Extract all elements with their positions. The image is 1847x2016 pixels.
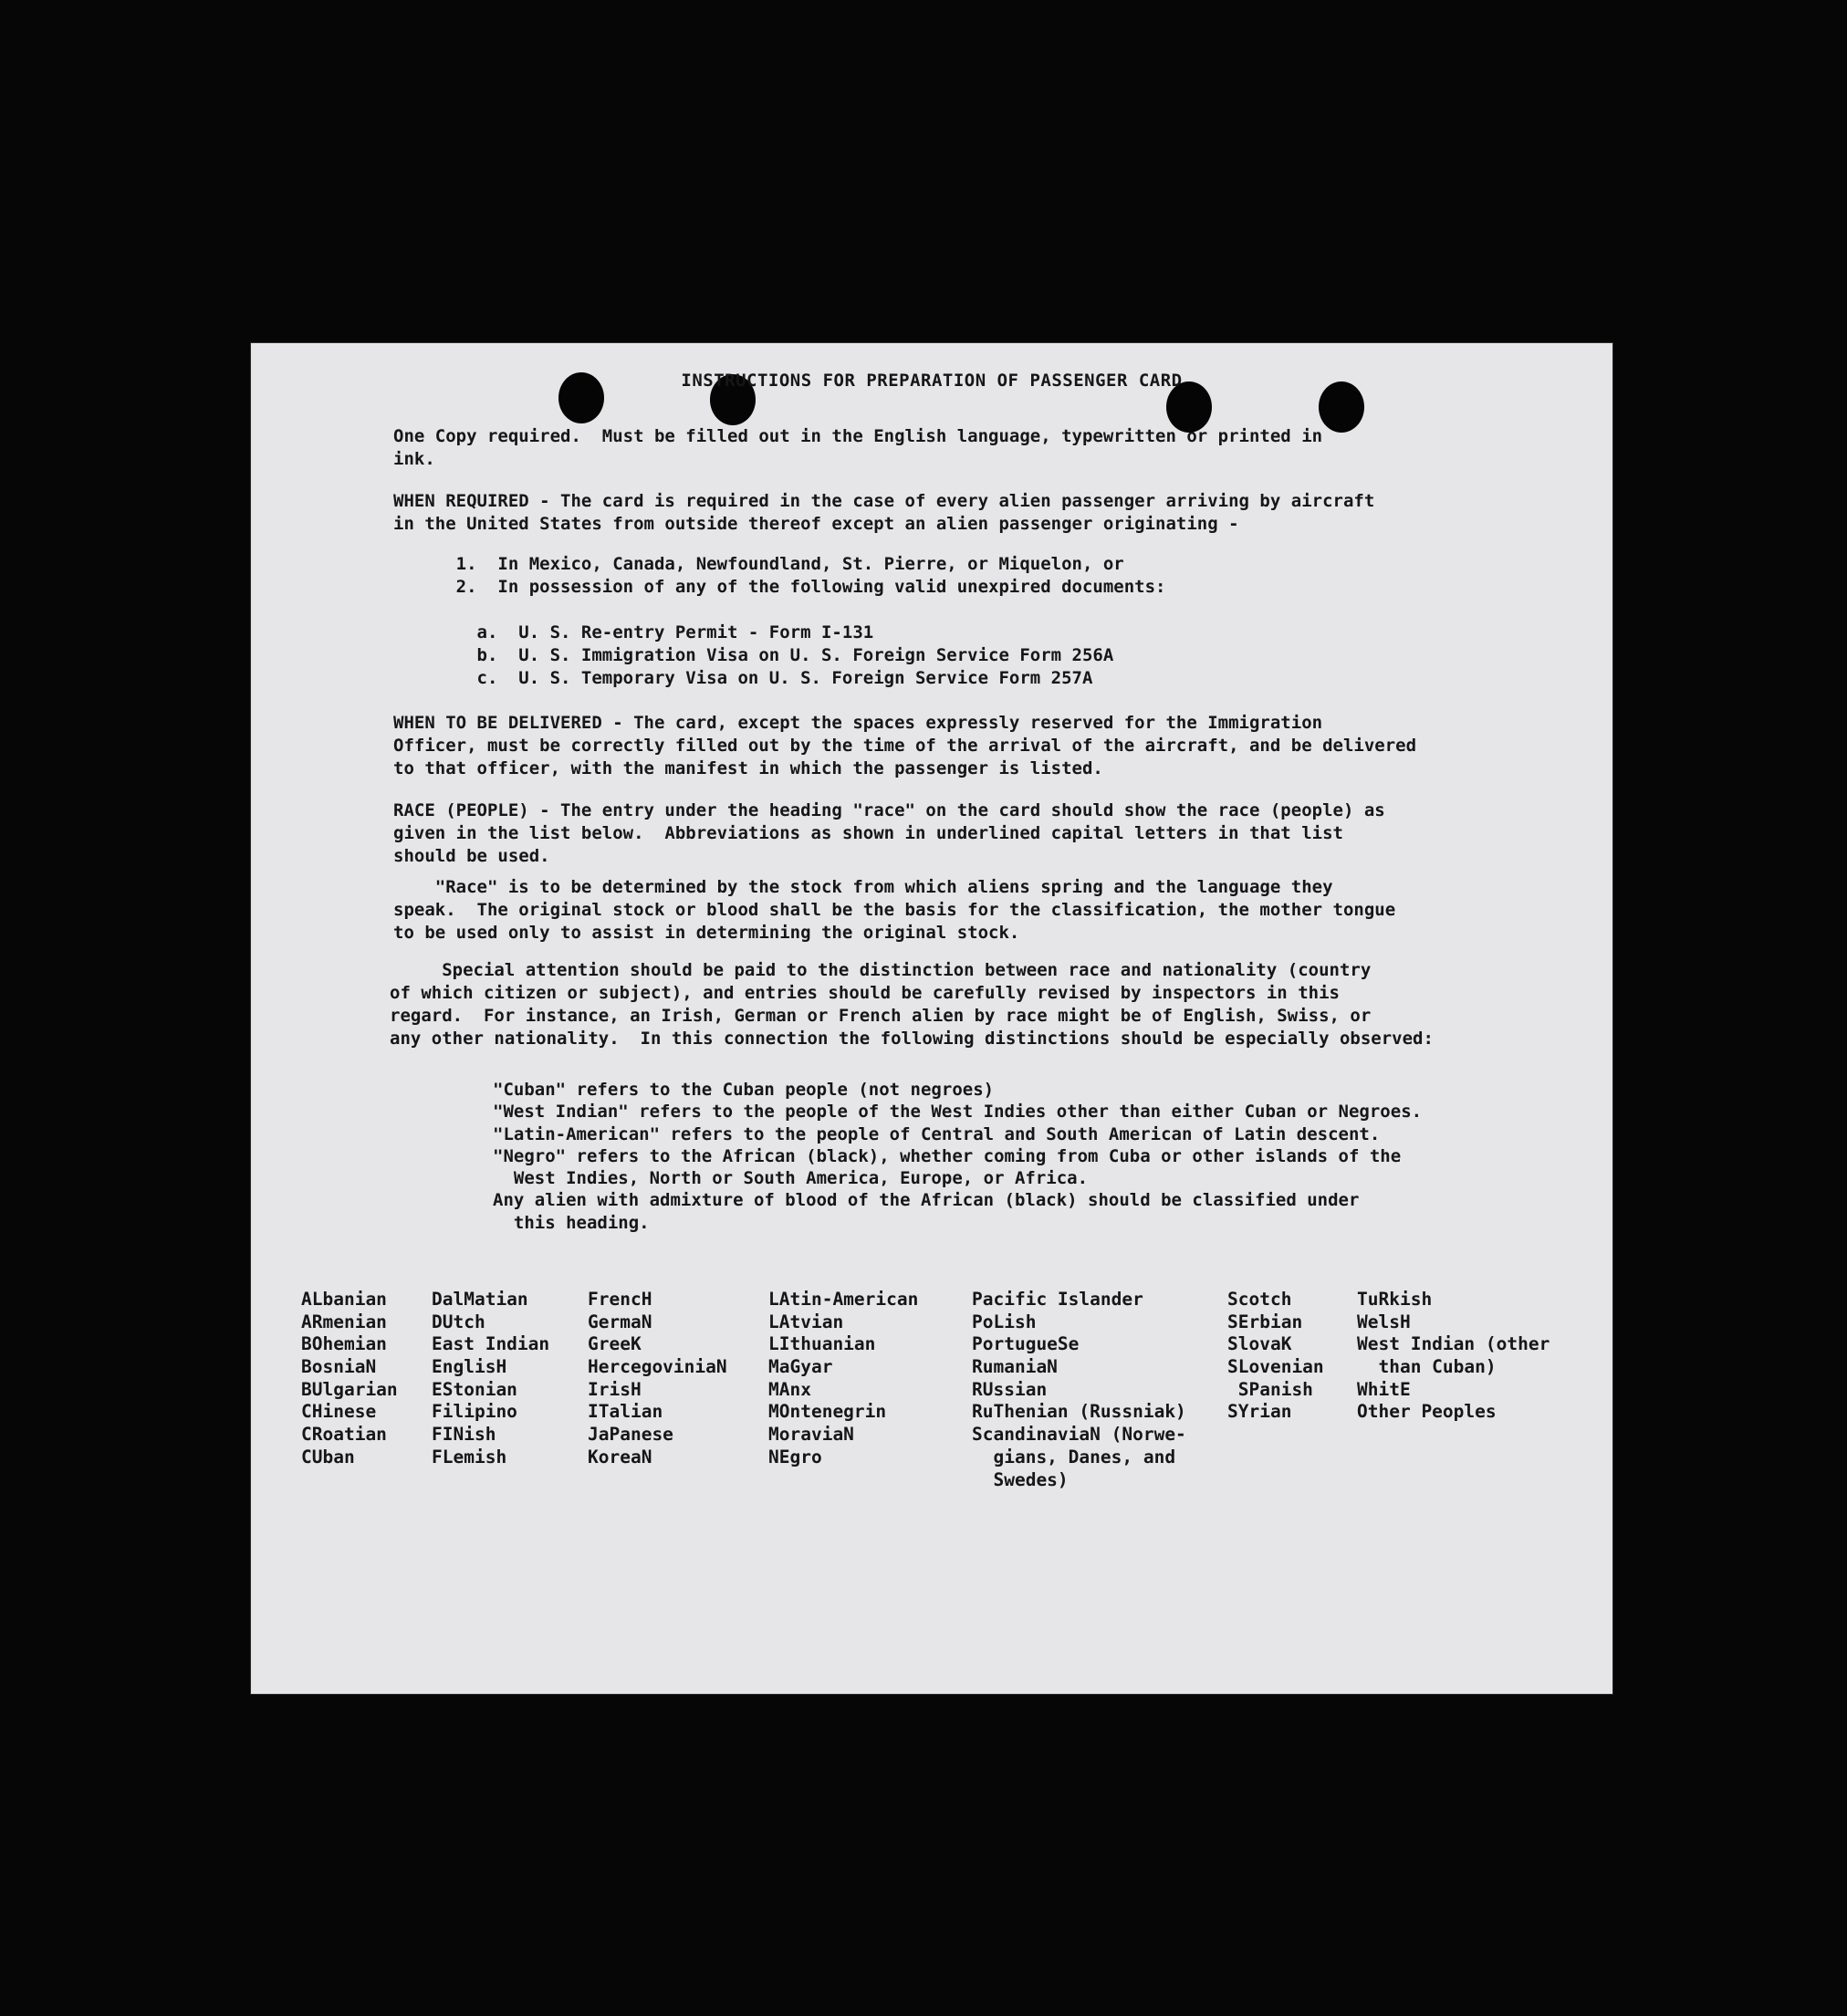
race-entry: BOhemian (301, 1333, 387, 1355)
race-entry: Swedes) (972, 1468, 1069, 1490)
race-entry: RumaniaN (972, 1356, 1058, 1378)
when-required-paragraph: WHEN REQUIRED - The card is required in the case of every alien passenger arriving by aircraft in the United States from outside thereof except an alien passenger originating - (393, 491, 1375, 534)
race-entry: IrisH (588, 1378, 642, 1400)
documents-list: a. U. S. Re-entry Permit - Form I-131 b. U. S. Immigration Visa on U. S. Foreign Service Form 256A c. U. S. Temporary Visa on U. S. Foreign Service Form 257A (476, 622, 1114, 688)
race-entry: JaPanese (588, 1424, 673, 1446)
exceptions-list: 1. In Mexico, Canada, Newfoundland, St. Pierre, or Miquelon, or 2. In possession of any of the following valid unexpired documents: (455, 554, 1166, 597)
race-stock-paragraph: "Race" is to be determined by the stock from which aliens spring and the language they speak. The original stock or blood shall be the basis for the classification, the mother tongue to be used only to assist in determining the original stock. (393, 877, 1396, 943)
race-entry: BosniaN (301, 1356, 377, 1378)
race-entry: West Indian (other (1357, 1333, 1550, 1355)
race-entry: RuThenian (Russniak) (972, 1401, 1186, 1423)
race-entry: FrencH (588, 1289, 652, 1310)
race-entry: SlovaK (1227, 1333, 1292, 1355)
race-entry: MaGyar (768, 1356, 833, 1378)
race-entry: DUtch (432, 1311, 485, 1332)
race-entry: NEgro (768, 1446, 822, 1468)
race-column (588, 1289, 727, 1469)
race-entry: ScandinaviaN (Norwe- (972, 1424, 1186, 1446)
race-entry: MAnx (768, 1378, 811, 1400)
distinctions-list: "Cuban" refers to the Cuban people (not negroes) "West Indian" refers to the people of the West Indies other than either Cuban or Negroes. "Latin-American" refers to the people of Central and South American of Latin descent. "Negro" refers to the African (black), whether coming from Cuba or other islands of the West Indies, North or South America, Europe, or Africa. Any alien with admixture of blood of the African (black) should be classified under this heading. (493, 1080, 1423, 1233)
intro-paragraph: One Copy required. Must be filled out in the English language, typewritten or printed in ink. (393, 426, 1323, 469)
race-entry: ITalian (588, 1401, 663, 1423)
race-entry: CUban (301, 1446, 355, 1468)
race-column (1227, 1289, 1324, 1424)
race-entry: WhitE (1357, 1378, 1411, 1400)
race-entry: DalMatian (432, 1289, 528, 1310)
race-column (301, 1289, 398, 1469)
race-entry: LIthuanian (768, 1333, 876, 1355)
race-entry: LAtvian (768, 1311, 844, 1332)
race-entry: TuRkish (1357, 1289, 1433, 1310)
race-entry: SLovenian (1227, 1356, 1324, 1378)
race-entry: Filipino (432, 1401, 517, 1423)
document-title: INSTRUCTIONS FOR PREPARATION OF PASSENGER CARD (681, 371, 1183, 391)
when-delivered-paragraph: WHEN TO BE DELIVERED - The card, except the spaces expressly reserved for the Immigration Officer, must be correctly filled out by the time of the arrival of the aircraft, and be delivered to that officer, with the manifest in which the passenger is listed. (393, 713, 1417, 778)
race-entry: FLemish (432, 1446, 507, 1468)
race-people-paragraph: RACE (PEOPLE) - The entry under the heading "race" on the card should show the race (people) as given in the list below. Abbreviations as shown in underlined capital letters in that list should be used. (393, 800, 1385, 866)
instruction-sheet (251, 343, 1612, 1694)
race-entry: GreeK (588, 1333, 642, 1355)
race-entry: ALbanian (301, 1289, 387, 1310)
race-entry: Pacific Islander (972, 1289, 1143, 1310)
race-entry: Other Peoples (1357, 1401, 1497, 1423)
race-entry: RUssian (972, 1378, 1048, 1400)
race-entry: PortugueSe (972, 1333, 1080, 1355)
race-entry: MOntenegrin (768, 1401, 887, 1423)
race-entry: Scotch (1227, 1289, 1292, 1310)
race-entry: EStonian (432, 1378, 517, 1400)
race-entry: SPanish (1227, 1378, 1313, 1400)
race-column (768, 1289, 918, 1469)
race-entry: than Cuban) (1357, 1356, 1497, 1378)
race-column (1357, 1289, 1550, 1424)
race-entry: MoraviaN (768, 1424, 854, 1446)
race-entry: CHinese (301, 1401, 377, 1423)
race-column (972, 1289, 1186, 1491)
race-entry: LAtin-American (768, 1289, 919, 1310)
race-entry: EnglisH (432, 1356, 507, 1378)
race-entry: CRoatian (301, 1424, 387, 1446)
special-attention-paragraph: Special attention should be paid to the distinction between race and nationality (country of which citizen or subject), and entries should be carefully revised by inspectors in this regard. For instance, an Irish, German or French alien by race might be of English, Swiss, or any other nationality. In this connection the following distinctions should be especially observed: (390, 960, 1434, 1049)
race-entry: KoreaN (588, 1446, 652, 1468)
race-entry: WelsH (1357, 1311, 1411, 1332)
race-list (301, 1289, 1597, 1508)
race-entry: FINish (432, 1424, 496, 1446)
race-column (432, 1289, 549, 1469)
race-entry: GermaN (588, 1311, 652, 1332)
race-entry: SYrian (1227, 1401, 1292, 1423)
race-entry: ARmenian (301, 1311, 387, 1332)
race-entry: gians, Danes, and (972, 1446, 1176, 1468)
race-entry: SErbian (1227, 1311, 1303, 1332)
race-entry: PoLish (972, 1311, 1037, 1332)
race-entry: BUlgarian (301, 1378, 398, 1400)
race-entry: East Indian (432, 1333, 550, 1355)
race-entry: HercegoviniaN (588, 1356, 727, 1378)
